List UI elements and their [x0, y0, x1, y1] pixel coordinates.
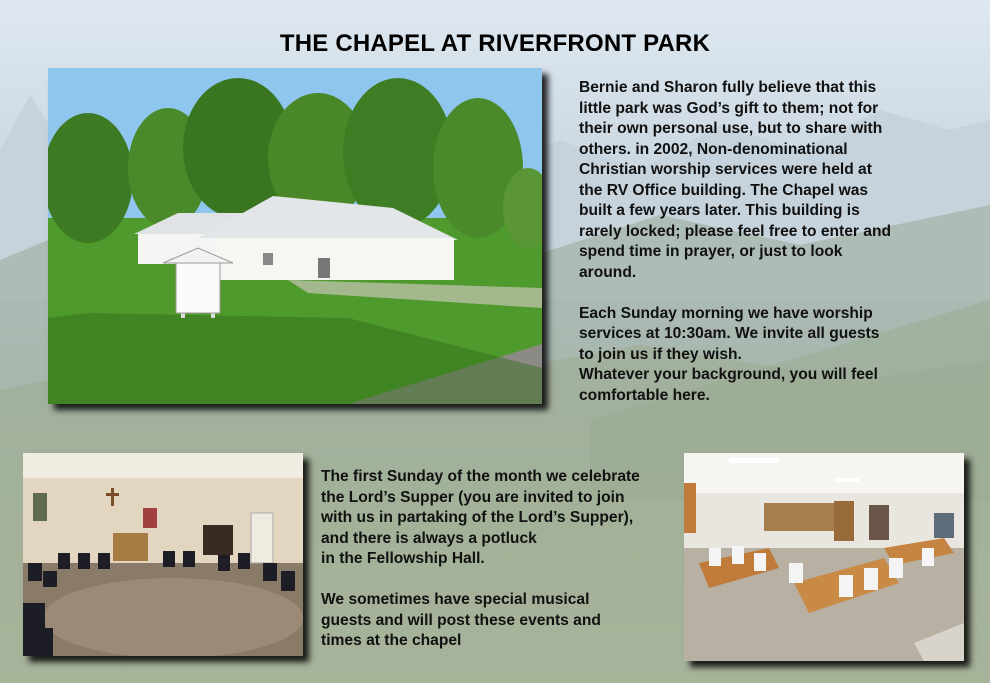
intro-paragraph-services: Each Sunday morning we have worship services at 10:30am. We invite all guests to join us if they wish. Whatever your background, you will feel comfortable here.: [579, 304, 880, 404]
chapel-interior-photo: [23, 453, 303, 656]
music-paragraph: We sometimes have special musical guests and will post these events and times at the chapel: [321, 591, 601, 649]
communion-paragraph: The first Sunday of the month we celebrate the Lord’s Supper (you are invited to join with us in partaking of the Lord’s Supper), and there is always a potluck in the Fellowship Hall.: [321, 468, 640, 567]
intro-text: [579, 78, 939, 406]
page-title: THE CHAPEL AT RIVERFRONT PARK: [279, 30, 711, 57]
chapel-exterior-photo: [48, 68, 542, 404]
fellowship-hall-photo: [684, 453, 964, 661]
intro-paragraph-history: Bernie and Sharon fully believe that this little park was God’s gift to them; not for their own personal use, but to share with others. in 2002, Non-denominational Christian worship services were held at the RV Office building. The Chapel was built a few years later. This building is rarely locked; please feel free to enter and spend time in prayer, or just to look around.: [579, 79, 892, 281]
communion-text: [321, 467, 681, 652]
